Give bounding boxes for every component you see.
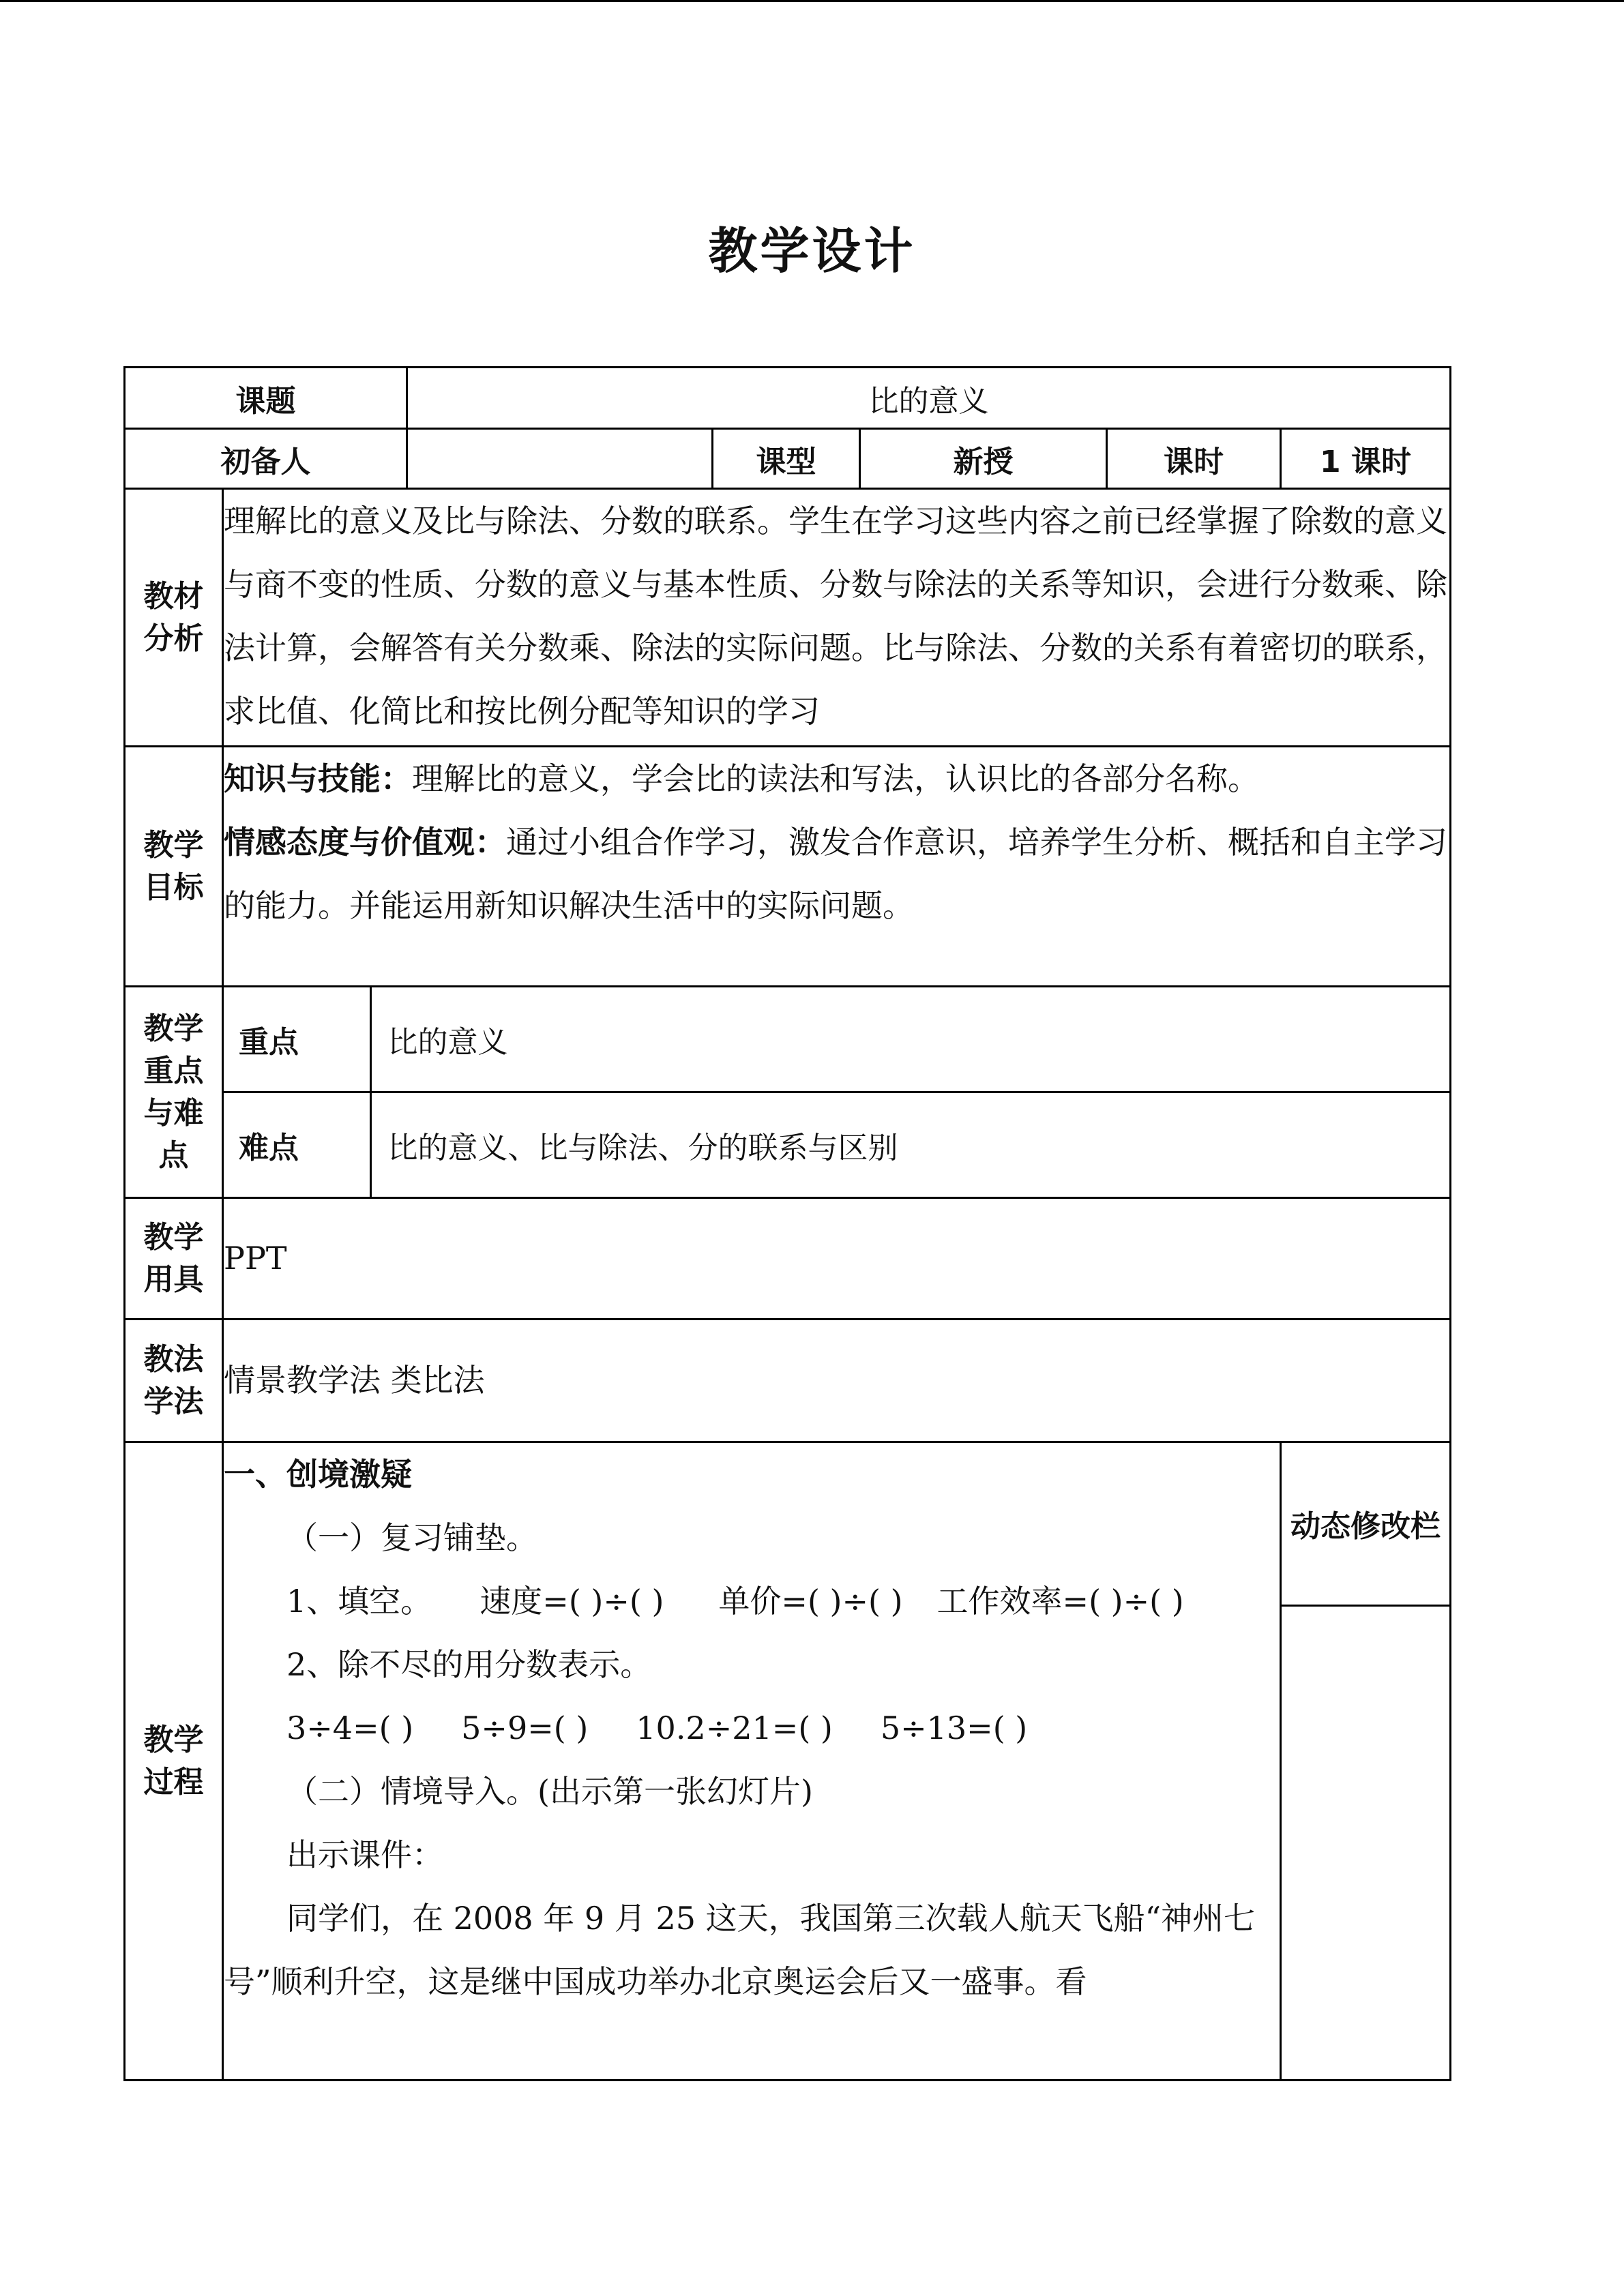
difficulty-label: 难点: [224, 1092, 370, 1197]
topic-value: 比的意义: [407, 368, 1451, 429]
efficiency-formula: 工作效率=( )÷( ): [936, 1583, 1184, 1620]
difficulty-text: 比的意义、比与除法、分的联系与区别: [387, 1130, 898, 1165]
keypoints-inner-table: [224, 987, 1449, 1197]
division-exercises: [224, 1697, 1280, 1760]
emotion-text: 通过小组合作学习，激发合作意识，培养学生分析、概括和自主学习的能力。并能运用新知识解决生活中的实际问题。: [224, 824, 1447, 924]
preparer-label: 初备人: [125, 429, 407, 489]
preparer-value: [407, 429, 713, 489]
exercise-2: 5÷9=( ): [461, 1710, 589, 1746]
tools-text: PPT: [223, 1198, 1451, 1320]
show-courseware: 出示课件：: [286, 1836, 443, 1873]
speed-formula: 速度=( )÷( ): [479, 1583, 664, 1620]
type-label: 课型: [713, 429, 860, 489]
meta-row: [125, 429, 1451, 489]
page-title: 教学设计: [708, 222, 916, 280]
goals-row: [125, 747, 1451, 987]
hours-value: 1 课时: [1281, 429, 1451, 489]
methods-label: 教法学法: [125, 1320, 223, 1442]
keypoints-cell: [223, 987, 1451, 1198]
fill-blank-line: [224, 1570, 1280, 1633]
situation-subheading: （二）情境导入。(出示第一张幻灯片): [286, 1773, 813, 1810]
analysis-text: 理解比的意义及比与除法、分数的联系。学生在学习这些内容之前已经掌握了除数的意义与商不变的性质、分数的意义与基本性质、分数与除法的关系等知识，会进行分数乘、除法计算，会解答有关分数乘、除法的实际问题。比与除法、分数的关系有着密切的联系，求比值、化简比和按比例分配等知识的学习: [223, 489, 1451, 747]
process-label: 教学过程: [125, 1442, 223, 2081]
fraction-question: 2、除不尽的用分数表示。: [286, 1646, 652, 1683]
analysis-row: [125, 489, 1451, 747]
hours-label: 课时: [1107, 429, 1281, 489]
key-text: 比的意义: [370, 987, 1449, 1092]
tools-row: [125, 1198, 1451, 1320]
lesson-plan-table: [123, 366, 1451, 2081]
topic-label: 课题: [125, 368, 407, 429]
fill-blank-label: 1、填空。: [286, 1583, 432, 1620]
knowledge-text: 理解比的意义，学会比的读法和写法，认识比的各部分名称。: [412, 760, 1259, 797]
tools-label: 教学用具: [125, 1198, 223, 1320]
methods-row: [125, 1320, 1451, 1442]
analysis-label: 教材分析: [125, 489, 223, 747]
emotion-label: 情感态度与价值观：: [224, 824, 506, 861]
goals-text: [223, 747, 1451, 987]
keypoints-row: [125, 987, 1451, 1198]
dynamic-edit-label: 动态修改栏: [1282, 1443, 1449, 1605]
exercise-3: 10.2÷21=( ): [636, 1710, 833, 1746]
process-row: [125, 1442, 1451, 2081]
knowledge-label: 知识与技能：: [224, 760, 412, 797]
exercise-1: 3÷4=( ): [286, 1710, 414, 1746]
topic-row: [125, 368, 1451, 429]
top-border-line: [0, 0, 1624, 2]
unit-price-formula: 单价=( )÷( ): [718, 1583, 903, 1620]
type-value: 新授: [860, 429, 1107, 489]
exercise-4: 5÷13=( ): [880, 1710, 1028, 1746]
story-text: 同学们，在 2008 年 9 月 25 这天，我国第三次载人航天飞船“神州七号”顺利升空，这是继中国成功举办北京奥运会后又一盛事。看: [224, 1900, 1256, 2000]
dynamic-edit-blank: [1282, 1605, 1449, 2077]
dynamic-edit-inner-table: [1282, 1443, 1449, 2077]
process-content: [223, 1442, 1281, 2081]
goals-label: 教学目标: [125, 747, 223, 987]
dynamic-edit-column: [1281, 1442, 1451, 2081]
review-subheading: （一）复习铺垫。: [286, 1519, 537, 1556]
process-heading: 一、创境激疑: [224, 1456, 412, 1493]
keypoints-label: 教学重点与难点: [125, 987, 223, 1198]
methods-text: 情景教学法 类比法: [223, 1320, 1451, 1442]
key-label: 重点: [224, 987, 370, 1092]
